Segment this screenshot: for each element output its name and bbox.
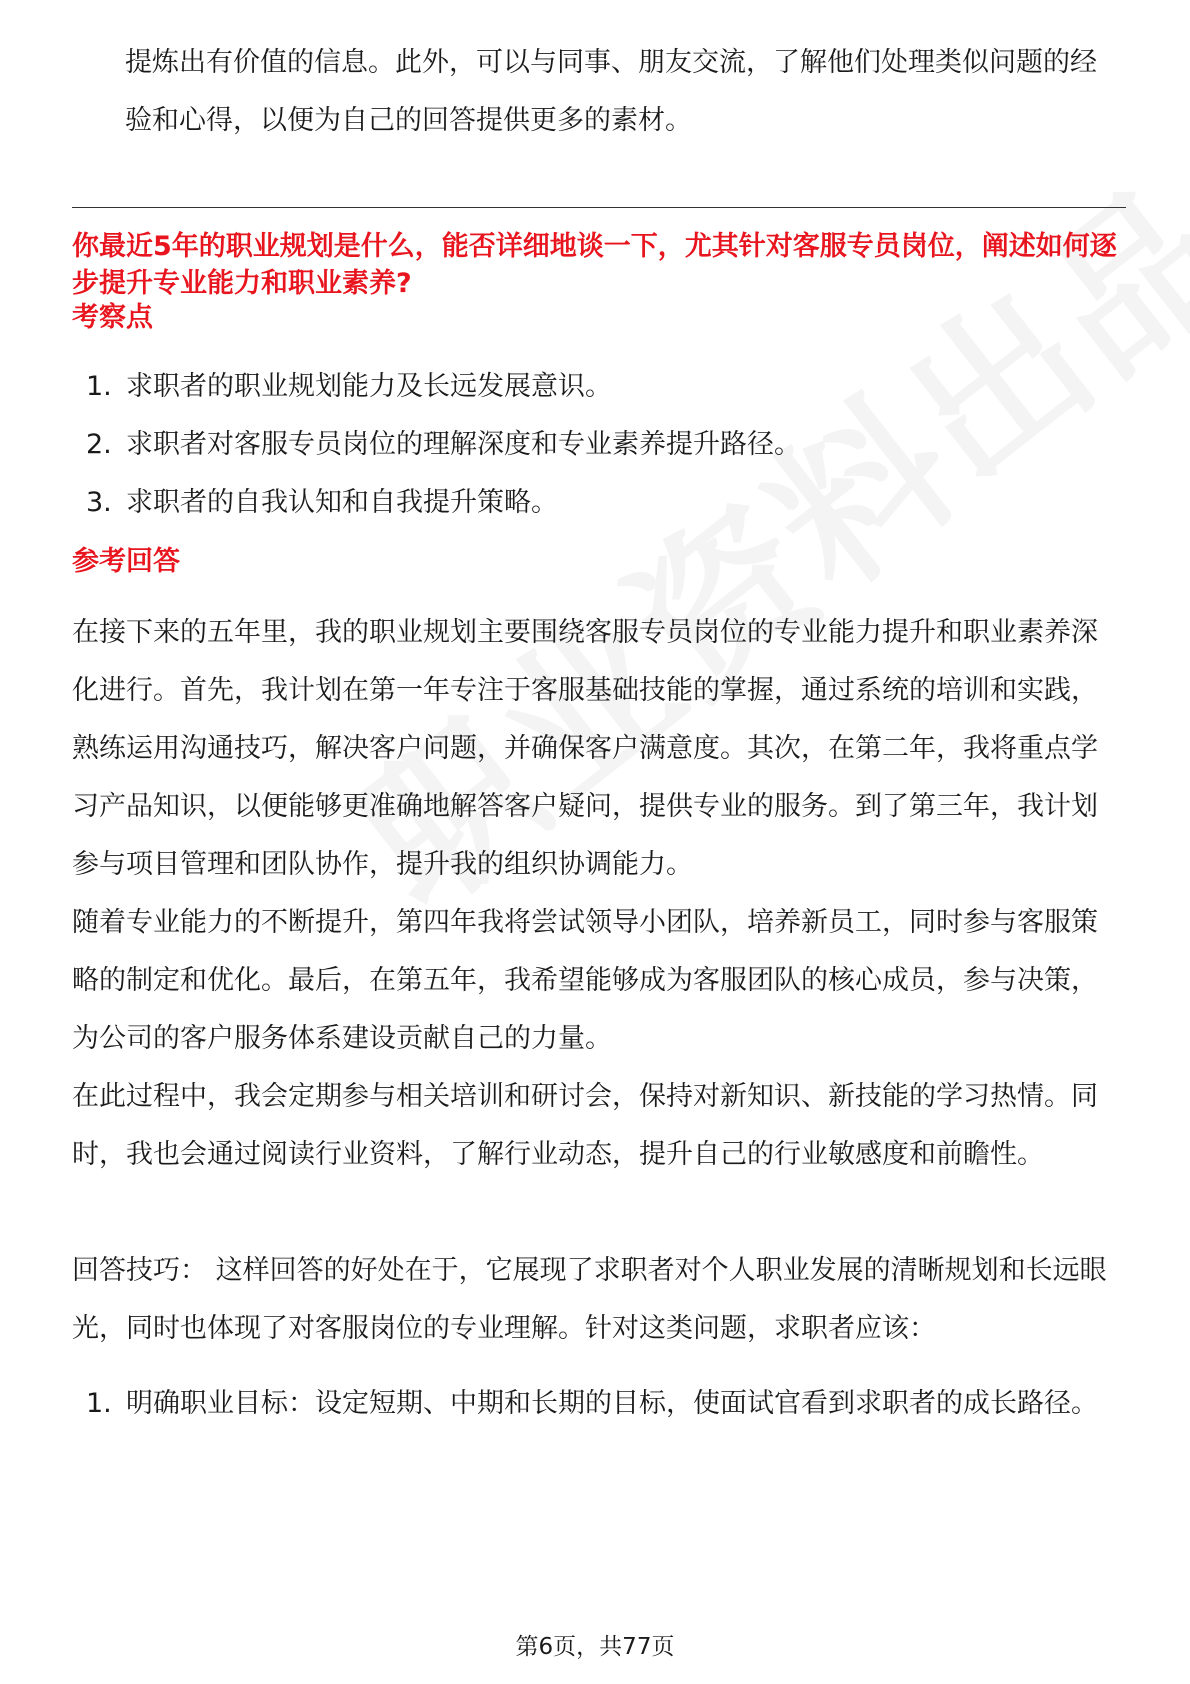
page-number: 第6页，共77页 — [515, 1634, 675, 1660]
list-item: 3. 求职者的自我认知和自我提升策略。 — [86, 487, 558, 518]
list-item: 2. 求职者对客服专员岗位的理解深度和专业素养提升路径。 — [86, 429, 801, 460]
assessment-title: 考察点 — [72, 302, 153, 333]
reference-title: 参考回答 — [72, 546, 180, 577]
tips-list — [86, 1375, 1126, 1433]
reference-paragraph: 在接下来的五年里，我的职业规划主要围绕客服专员岗位的专业能力提升和职业素养深化进行。首先，我计划在第一年专注于客服基础技能的掌握，通过系统的培训和实践，熟练运用沟通技巧，解决客户问题，并确保客户满意度。其次，在第二年，我将重点学习产品知识，以便能够更准确地解答客户疑问，提供专业的服务。到了第三年，我计划参与项目管理和团队协作，提升我的组织协调能力。 — [72, 617, 1098, 880]
list-item: 1. 明确职业目标：设定短期、中期和长期的目标，使面试官看到求职者的成长路径。 — [86, 1388, 1098, 1419]
list-item: 1. 求职者的职业规划能力及长远发展意识。 — [86, 371, 612, 402]
section-divider — [72, 207, 1126, 208]
reference-paragraph: 在此过程中，我会定期参与相关培训和研讨会，保持对新知识、新技能的学习热情。同时，我也会通过阅读行业资料，了解行业动态，提升自己的行业敏感度和前瞻性。 — [72, 1081, 1098, 1170]
intro-paragraph: 提炼出有价值的信息。此外，可以与同事、朋友交流，了解他们处理类似问题的经验和心得，以便为自己的回答提供更多的素材。 — [125, 47, 1097, 136]
question-heading: 你最近5年的职业规划是什么，能否详细地谈一下，尤其针对客服专员岗位，阐述如何逐步提升专业能力和职业素养? — [72, 231, 1117, 299]
reference-paragraph: 随着专业能力的不断提升，第四年我将尝试领导小团队，培养新员工，同时参与客服策略的制定和优化。最后，在第五年，我希望能够成为客服团队的核心成员，参与决策，为公司的客户服务体系建设贡献自己的力量。 — [72, 907, 1098, 1054]
assessment-list — [86, 358, 1126, 532]
answer-tips-paragraph: 回答技巧： 这样回答的好处在于，它展现了求职者对个人职业发展的清晰规划和长远眼光，同时也体现了对客服岗位的专业理解。针对这类问题，求职者应该： — [72, 1255, 1107, 1344]
